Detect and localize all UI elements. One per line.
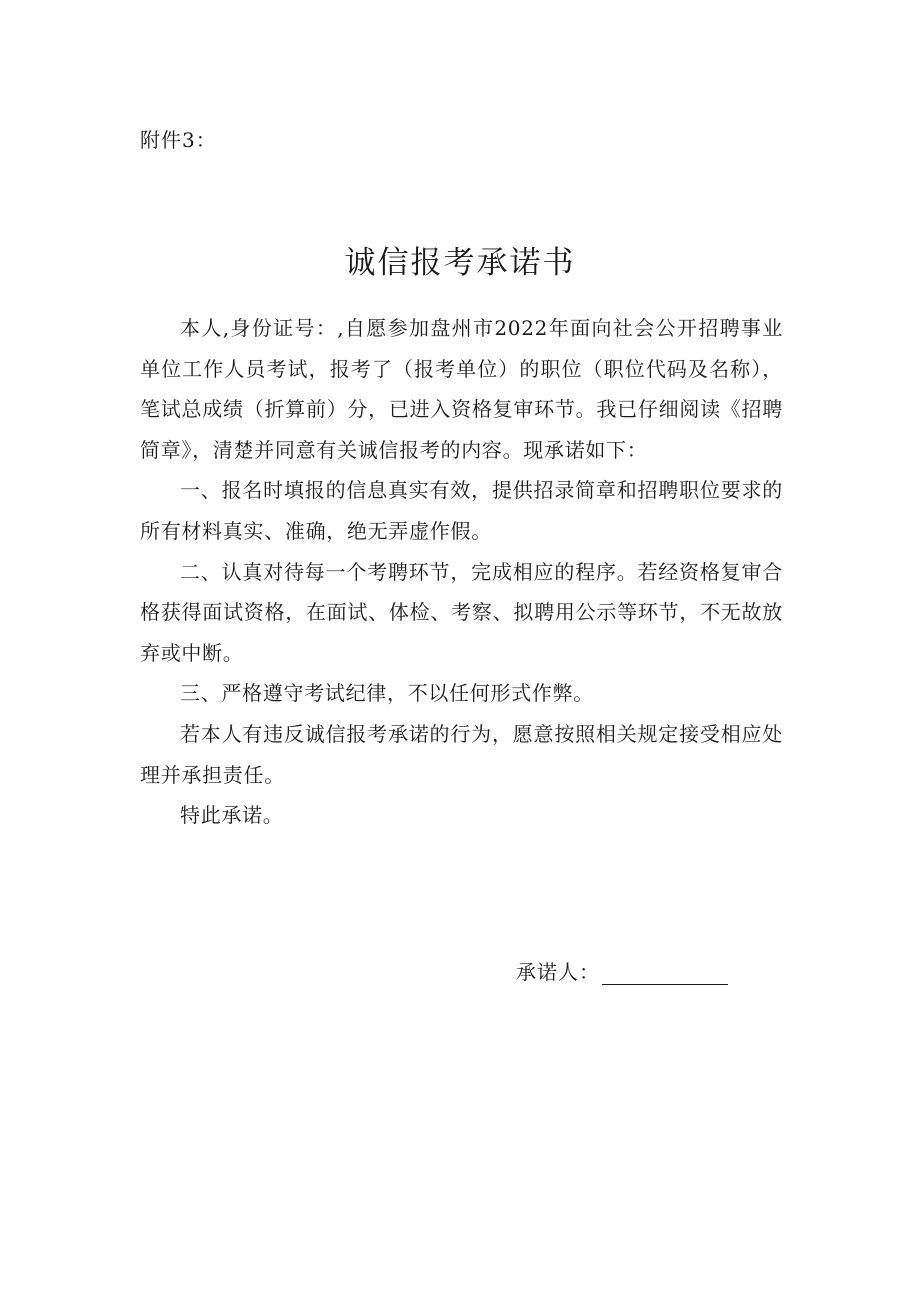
paragraph-pledge-1: 一、报名时填报的信息真实有效，提供招录简章和招聘职位要求的所有材料真实、准确，绝无弄虚作假。 — [140, 478, 783, 543]
paragraph-closing: 特此承诺。 — [180, 803, 284, 828]
signature-label: 承诺人： — [516, 960, 600, 984]
paragraph-liability: 若本人有违反诚信报考承诺的行为，愿意按照相关规定接受相应处理并承担责任。 — [140, 721, 783, 787]
signature-block — [516, 956, 728, 985]
document-title: 诚信报考承诺书 — [344, 244, 576, 281]
signature-line — [602, 958, 728, 985]
attachment-label: 附件3： — [140, 128, 217, 152]
paragraph-pledge-2: 二、认真对待每一个考聘环节，完成相应的程序。若经资格复审合格获得面试资格，在面试、体检、考察、拟聘用公示等环节，不无故放弃或中断。 — [140, 559, 783, 665]
paragraph-pledge-3: 三、严格遵守考试纪律，不以任何形式作弊。 — [180, 681, 594, 706]
document-body — [140, 308, 783, 836]
paragraph-intro: 本人,身份证号：,自愿参加盘州市2022年面向社会公开招聘事业单位工作人员考试，报考了（报考单位）的职位（职位代码及名称），笔试总成绩（折算前）分，已进入资格复审环节。我已仔细阅读《招聘简章》，清楚并同意有关诚信报考的内容。现承诺如下： — [140, 316, 783, 462]
